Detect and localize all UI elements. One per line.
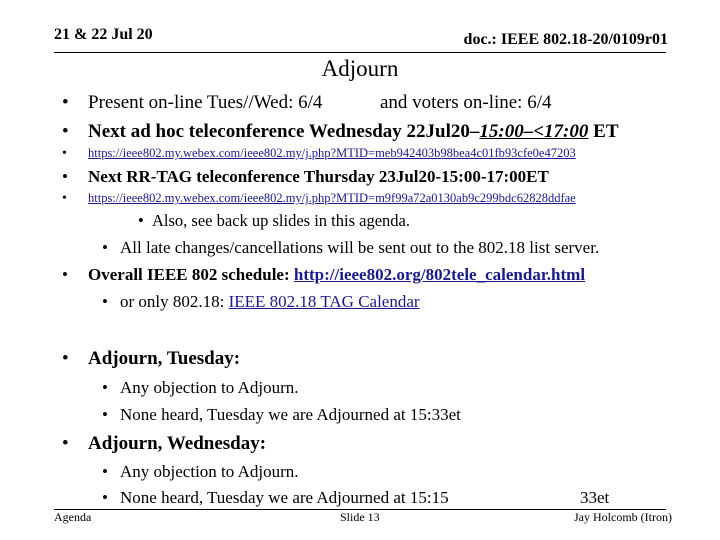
adjourn-wednesday-heading: Adjourn, Wednesday: — [88, 433, 267, 454]
header-doc-id: doc.: IEEE 802.18-20/0109r01 — [463, 31, 668, 48]
bullet-dot: • — [138, 211, 144, 230]
wednesday-time-tail: 33et — [580, 488, 610, 507]
bullet-dot: • — [102, 488, 108, 507]
bullet-dot: • — [62, 265, 68, 284]
rrtag-webex-link[interactable]: https://ieee802.my.webex.com/ieee802.my/j.php?MTID=m9f99a72a0130ab9c299bdc62828ddfae — [88, 191, 576, 205]
adjourn-tuesday-heading: Adjourn, Tuesday: — [88, 348, 241, 369]
bullet-dot: • — [62, 191, 67, 206]
overall-calendar-link[interactable]: http://ieee802.org/802tele_calendar.html — [293, 265, 586, 284]
bullet-dot: • — [62, 348, 69, 369]
bullet-dot: • — [62, 433, 69, 454]
adhoc-time: 15:00–<17:00 — [479, 121, 589, 142]
only-prefix: or only 802.18: — [120, 292, 229, 311]
tuesday-objection: Any objection to Adjourn. — [120, 378, 299, 397]
only-80218 — [120, 292, 420, 312]
footer-author: Jay Holcomb (Itron) — [574, 510, 672, 524]
adhoc-suffix: ET — [588, 121, 619, 142]
bullet-dot: • — [102, 405, 108, 424]
bullet-dot: • — [62, 121, 69, 142]
slide-title: Adjourn — [321, 56, 399, 81]
header-rule — [54, 52, 666, 53]
bullet-dot: • — [102, 238, 108, 257]
bullet-dot: • — [102, 292, 108, 311]
adhoc-prefix: Next ad hoc teleconference Wednesday 22Jul20– — [88, 121, 480, 142]
adhoc-teleconference — [88, 121, 619, 143]
overall-schedule — [88, 265, 585, 285]
wednesday-none-heard: None heard, Tuesday we are Adjourned at 15:15 — [120, 488, 449, 507]
backup-slides-note: Also, see back up slides in this agenda. — [152, 211, 410, 230]
bullet-dot: • — [62, 146, 67, 161]
tuesday-none-heard: None heard, Tuesday we are Adjourned at 15:33et — [120, 405, 461, 424]
present-online-text: Present on-line Tues//Wed: 6/4 — [88, 92, 323, 113]
bullet-dot: • — [62, 167, 68, 186]
wednesday-objection: Any objection to Adjourn. — [120, 462, 299, 481]
adhoc-webex-link[interactable]: https://ieee802.my.webex.com/ieee802.my/j.php?MTID=meb942403b98bea4c01fb93cfe0e47203 — [88, 146, 576, 160]
tag-calendar-link[interactable]: IEEE 802.18 TAG Calendar — [228, 292, 420, 311]
voters-online-text: and voters on-line: 6/4 — [380, 92, 552, 113]
footer-slide-number: Slide 13 — [340, 510, 380, 524]
footer-agenda: Agenda — [54, 510, 92, 524]
bullet-dot: • — [62, 92, 69, 113]
bullet-dot: • — [102, 462, 108, 481]
rrtag-teleconference: Next RR-TAG teleconference Thursday 23Jul20-15:00-17:00ET — [88, 167, 549, 186]
bullet-dot: • — [102, 378, 108, 397]
header-date: 21 & 22 Jul 20 — [54, 26, 153, 43]
late-changes-note: All late changes/cancellations will be sent out to the 802.18 list server. — [120, 238, 600, 257]
overall-prefix: Overall IEEE 802 schedule: — [88, 265, 294, 284]
